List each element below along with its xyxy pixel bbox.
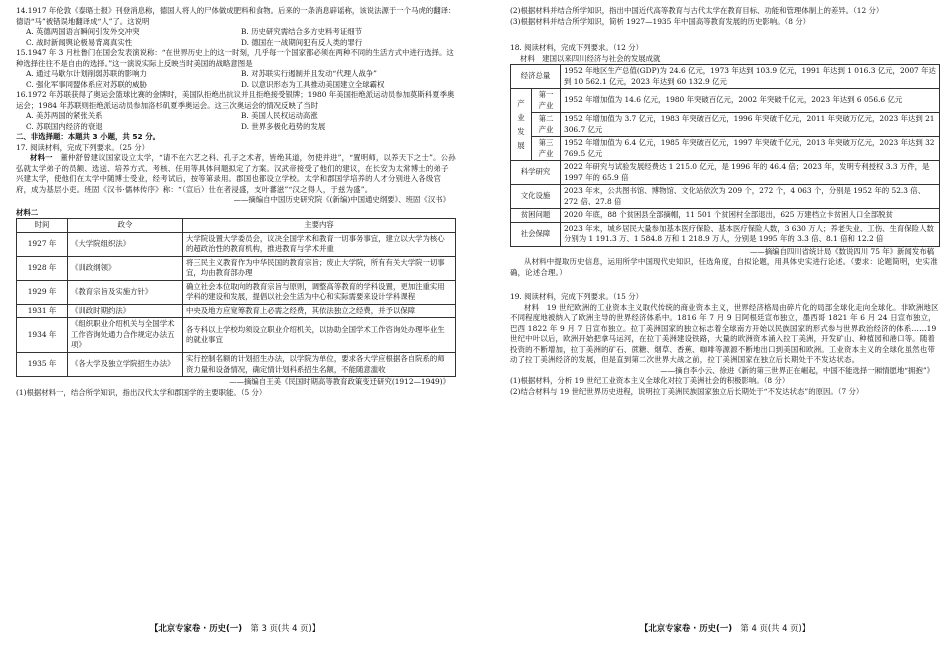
material-source: ——摘编自王美《民国时期高等教育政策变迁研究(1912—1949)》: [229, 377, 450, 387]
question-19-sub-1: (1)根据材料，分析 19 世纪工业资本主义全球化对拉丁美洲社会的积极影响。（8 分）: [510, 376, 790, 386]
question-15-options: [16, 69, 456, 90]
option: C. 强化军事同盟体系应对苏联的威胁: [26, 79, 147, 89]
table-row: [17, 318, 456, 353]
cell: 《组织职业介绍机关与全国学术工作咨询处通力合作规定办法五项》: [68, 318, 183, 353]
option: B. 美国人民权运动高涨: [241, 111, 318, 121]
cell: 各专科以上学校均须设立职业介绍机关，以协助全国学术工作咨询处办理毕业生的就业事宜: [183, 318, 456, 353]
option: B. 历史研究需结合多方史料考证细节: [241, 27, 362, 37]
cell: 1931 年: [17, 304, 68, 318]
cell: 第二产业: [532, 113, 561, 137]
sichuan-achievements-table: [510, 64, 940, 247]
right-page: [510, 6, 940, 398]
cell: 2020 年底，88 个贫困县全部摘帽，11 501 个贫困村全部退出，625 万建档立卡贫困人口全部脱贫: [561, 209, 940, 223]
option: C. 战时新闻舆论极易背离真实性: [26, 37, 133, 47]
question-18-heading: 18. 阅读材料，完成下列要求。（12 分）: [510, 43, 644, 53]
question-18-requirement: 从材料中提取历史信息，运用所学中国现代史知识，任选角度，自拟论题，用具体史实进行论述。（要求：论题简明，史实准确，论述合理。）: [510, 257, 938, 277]
table-row: [17, 280, 456, 304]
cell: 产业发展: [511, 89, 532, 161]
question-19-heading: 19. 阅读材料，完成下列要求。（15 分）: [510, 292, 644, 302]
material-label: 材料一: [30, 153, 53, 163]
question-15-stem: 15.1947 年 3 月杜鲁门在国会发表演说称：“在世界历史上的这一时刻，几乎每一个国家都必须在两种不同的生活方式中进行选择。这种选择往往不是自由的选择。”这一演说实际上反映当时美国的战略意图是: [16, 48, 454, 68]
cell: 1928 年: [17, 256, 68, 280]
cell: 实行控制名额的计划招生办法，以学院为单位，要求各大学应根据各自院系的师资力量和设备情况，确定情计划科系招生名额，不能随意滥收: [183, 352, 456, 376]
cell: 《训政时期约法》: [68, 304, 183, 318]
option: D. 以意识形态为工具推动美国建立全球霸权: [241, 79, 385, 89]
cell: 《教育宗旨及实施方针》: [68, 280, 183, 304]
cell: 《大学院组织法》: [68, 232, 183, 256]
cell: 文化设施: [511, 185, 561, 209]
question-14-options: [16, 27, 456, 48]
table-row: [511, 209, 940, 223]
cell: 1952 年增加值为 14.6 亿元，1980 年突破百亿元，2002 年突破千亿元，2023 年达到 6 056.6 亿元: [561, 89, 940, 113]
cell: 1935 年: [17, 352, 68, 376]
policy-table: [16, 218, 456, 377]
table-header-row: [17, 219, 456, 233]
sub-question-2: (2)根据材料并结合所学知识，指出中国近代高等教育与古代太学在教育目标、功能和管理体制上的差异。（12 分）: [510, 6, 884, 15]
cell: 1934 年: [17, 318, 68, 353]
cell: 1952 年地区生产总值(GDP)为 24.6 亿元，1973 年达到 103.9 亿元，1991 年达到 1 016.3 亿元，2007 年达到 10 562.1 亿元，2023 年达到 60 132.9 亿元: [561, 65, 940, 89]
sub-question-1: (1)根据材料一，结合所学知识，指出汉代太学和郡国学的主要职能。（5 分）: [16, 387, 267, 397]
option: C. 苏联国内经济的衰退: [26, 121, 103, 131]
cell: 2022 年研究与试验发展经费达 1 215.0 亿元，是 1996 年的 46.4 倍；2023 年，发明专利授权 3.3 万件，是 1997 年的 65.9 倍: [561, 161, 940, 185]
question-19-material: 材料 19 世纪欧洲的工业资本主义取代传统的商业资本主义，世界经济格局由碎片化的局部全球化走向全球化。非欧洲地区不同程度地被纳入了欧洲主导的世界经济体系中。1816 年 7 月 9 日阿根廷宣布独立，墨西哥 1821 年 6 月 24 日宣布独立，巴西 1822 年 9 月 7 日宣布独立。拉丁美洲国家的独立标志着全球南方开始以民族国家的形式参与世界政治经济的体系……19 世纪中叶以后，欧洲开始把拿马运河，在拉丁美洲建设铁路，大量的欧洲资本涌入拉丁美洲，开发矿山、种植园和港口等。随着投资的不断增加，拉丁美洲的矿石、蔗糖、烟草、香蕉、咖啡等源源不断地出口到美国和欧洲。工业资本主义的全球化虽然也带动了拉丁美洲经济的发展，但是直到第二次世界大战之前，拉丁美洲国家在独立后长期处于不发达状态。: [510, 302, 939, 365]
material-text: 董仲舒曾建议国家设立太学，“请不在六艺之科、孔子之术者，皆绝其道，勿使并进”，“置明师，以养天下之士”。公孙弘就太学弟子的员额、选送、培养方式、考核、任用等具体问题拟定了方案。汉武帝接受了他们的建议，在长安为太常博士的弟子兴建太学，使他们在太学中随博士受业，经考试后，按等第录用。郡国也都设立学校。太学和郡国学培养的人才分别进入各级官府，成为基层小吏。班固《汉书·儒林传序》称：“（宣后）仕在者浸盛，支叶蕃滋”“汉之得人，于兹为盛”。: [16, 153, 456, 194]
sub-question-3: (3)根据材料并结合所学知识，简析 1927—1935 年中国高等教育发展的历史影响。（8 分）: [510, 16, 811, 26]
cell: 1952 年增加值为 6.4 亿元，1985 年突破百亿元，1997 年突破千亿元，2013 年突破万亿元，2023 年达到 32 769.5 亿元: [561, 137, 940, 161]
column-header: 时间: [17, 219, 68, 233]
option: D. 德国在一战期间犯有反人类的罪行: [241, 37, 363, 47]
question-19-sub-2: (2)结合材料与 19 世纪世界历史进程，说明拉丁美洲民族国家独立后长期处于“不发达状态”的原因。（7 分）: [510, 386, 864, 396]
cell: 第三产业: [532, 137, 561, 161]
cell: 将三民主义教育作为中华民国的教育宗旨；废止大学院，所有有关大学院一切事宜，均由教育部办理: [183, 256, 456, 280]
cell: 经济总量: [511, 65, 561, 89]
table-row: [17, 232, 456, 256]
table-row: [17, 304, 456, 318]
material-source: ——摘编自四川省统计局《数说四川 75 年》新闻发布稿: [749, 246, 934, 256]
material-source: ——摘自李小云、徐进《新的第三世界正在崛起，中国不能选择一厢情愿地“拥抱”》: [660, 365, 934, 375]
question-16-options: [16, 111, 456, 132]
table-row: [511, 113, 940, 137]
footer-page: 第 4 页(共 4 页)】: [740, 623, 811, 634]
cell: 1927 年: [17, 232, 68, 256]
question-18-material-title: 材料 建国以来四川经济与社会的发展成就: [520, 53, 661, 63]
table-row: [17, 256, 456, 280]
question-16-stem: 16.1972 年苏联获得了奥运会篮球比赛的金牌时，美国队拒绝出抗议并且拒绝接受银牌；1980 年美国拒绝派运动员参加莫斯科夏季奥运会；1984 年苏联则拒绝派运动员参加洛杉矶夏季奥运会。这三次奥运会的情况反映了当时: [16, 90, 455, 110]
cell: 2023 年末，公共图书馆、博物馆、文化站依次为 209 个，272 个，4 063 个，分别是 1952 年的 52.3 倍、272 倍、27.8 倍: [561, 185, 940, 209]
table-row: [511, 89, 940, 113]
material-one: [16, 153, 456, 195]
option: D. 世界多极化趋势的发展: [241, 121, 326, 131]
section-heading: 二、非选择题：本题共 3 小题，共 52 分。: [16, 132, 160, 142]
table-row: [511, 161, 940, 185]
page-footer-right: [640, 623, 810, 635]
cell: 《各大学及独立学院招生办法》: [68, 352, 183, 376]
question-14-stem: 14.1917 年伦敦《泰晤士报》刊登消息称，德国人将人的尸体做成肥料和食物。后来的一条消息辟谣称，该说法源于一个马虎的翻译：德语“马”被错误地翻译成“人”了。这说明: [16, 6, 456, 26]
page-footer-left: [150, 623, 320, 635]
table-row: [511, 65, 940, 89]
material-source: ——摘编自中国历史研究院《(新编)中国通史纲要》、班固《汉书》: [233, 195, 450, 205]
cell: 社会保障: [511, 222, 561, 246]
cell: 1952 年增加值为 3.7 亿元，1983 年突破百亿元，1996 年突破千亿元，2011 年突破万亿元，2023 年达到 21 306.7 亿元: [561, 113, 940, 137]
cell: 《训政纲领》: [68, 256, 183, 280]
column-header: 主要内容: [183, 219, 456, 233]
left-page: [16, 6, 456, 398]
cell: 1929 年: [17, 280, 68, 304]
footer-title: 【北京专家卷 · 历史(一): [640, 623, 733, 634]
table-row: [511, 185, 940, 209]
cell: 2023 年末，城乡居民大量参加基本医疗保险、基本医疗保险人数，3 630 万人；养老失业、工伤、生育保险人数分别为 1 191.3 万、1 584.8 万和 1 218.9 万人，分别是 1995 年的 3.3 倍、8.1 倍和 12.2 倍: [561, 222, 940, 246]
material-two-label: 材料二: [16, 207, 39, 217]
column-header: 政令: [68, 219, 183, 233]
table-row: [511, 222, 940, 246]
cell: 科学研究: [511, 161, 561, 185]
cell: 确立社会本位取向的教育宗旨与原则，调整高等教育的学科设置，更加注重实用学科的建设和发展，提倡以社会生活为中心和实际需要来设计学科课程: [183, 280, 456, 304]
table-row: [511, 137, 940, 161]
option: A. 美苏两国的紧张关系: [26, 111, 103, 121]
cell: 大学院设置大学委员会，议决全国学术和教育一切事务事宜，建立以大学为核心的超政治性的教育机构，推进教育与学术并重: [183, 232, 456, 256]
option: A. 通过马歇尔计划削弱苏联的影响力: [26, 69, 147, 79]
cell: 第一产业: [532, 89, 561, 113]
footer-page: 第 3 页(共 4 页)】: [250, 623, 321, 634]
question-17-heading: 17. 阅读材料，完成下列要求。（25 分）: [16, 142, 150, 152]
cell: 贫困问题: [511, 209, 561, 223]
cell: 中央及地方应宽筹教育上必需之经费，其依法独立之经费，并予以保障: [183, 304, 456, 318]
footer-title: 【北京专家卷 · 历史(一): [150, 623, 243, 634]
option: A. 英德两国语言瞬间引发外交冲突: [26, 27, 140, 37]
table-row: [17, 352, 456, 376]
option: B. 对苏联实行遏制并且发动“代理人战争”: [241, 69, 377, 79]
